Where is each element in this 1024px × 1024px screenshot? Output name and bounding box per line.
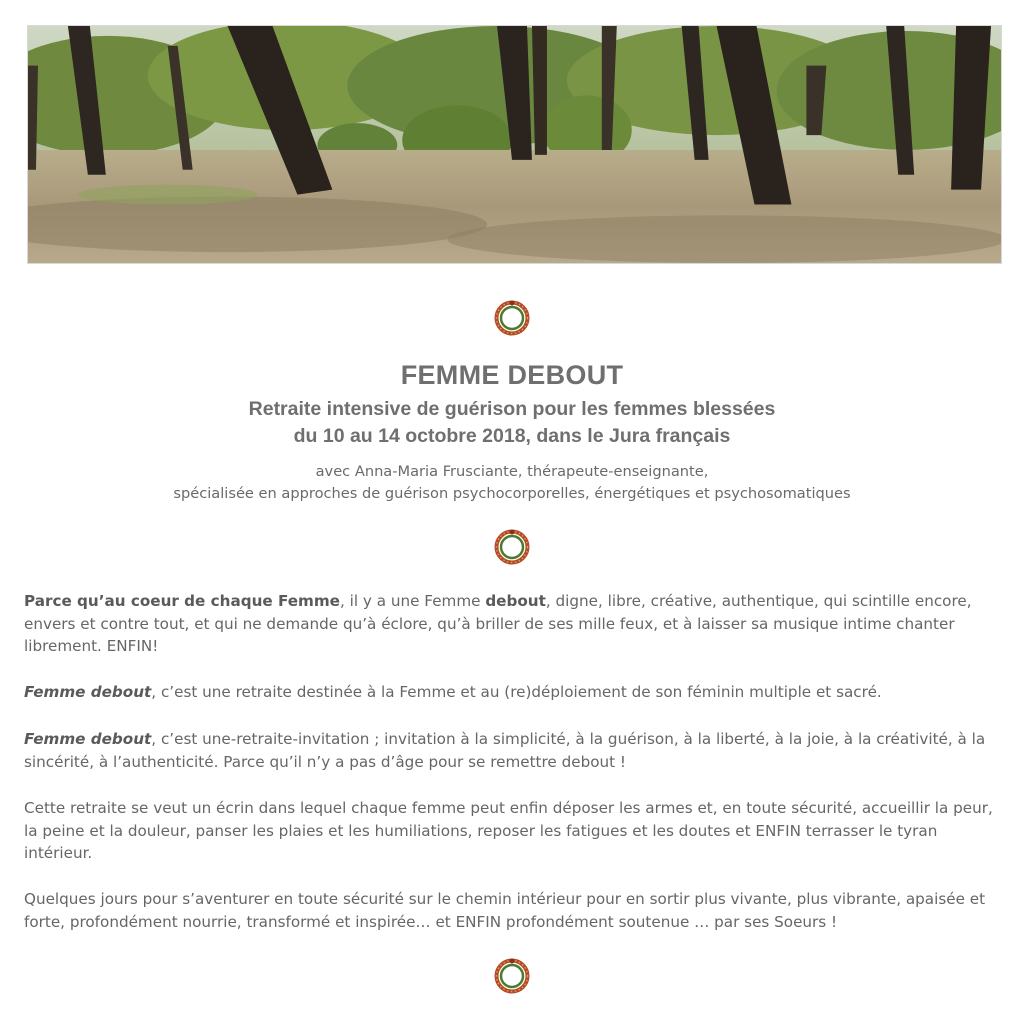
definition-bold: Femme debout: [24, 683, 152, 701]
paragraph-definition: [24, 681, 1004, 704]
invitation-bold: Femme debout: [24, 730, 152, 748]
intro-bold-debout: debout: [485, 592, 546, 610]
facilitator-line: avec Anna-Maria Frusciante, thérapeute-enseignante,: [315, 463, 709, 480]
intro-bold: Parce qu’au coeur de chaque Femme: [24, 592, 340, 610]
intro-text: , il y a une Femme: [340, 592, 486, 610]
paragraph-sanctuary: Cette retraite se veut un écrin dans lequel chaque femme peut enfin déposer les armes et, en toute sécurité, accueillir la peur, la peine et la douleur, panser les plaies et les humiliations, reposer les fatigues et les doutes et ENFIN terrasser le tyran intérieur.: [24, 799, 993, 862]
invitation-text: , c’est une-retraite-invitation ; invitation à la simplicité, à la guérison, à la liberté, à la joie, à la créativité, à la sincérité, à l’authenticité. Parce qu’il n’y a pas d’âge pour se remettre debout !: [24, 730, 986, 771]
page-title: FEMME DEBOUT: [400, 360, 624, 390]
paragraph-intro: [24, 590, 1004, 658]
definition-text: , c’est une retraite destinée à la Femme et au (re)déploiement de son féminin multiple et sacré.: [151, 683, 882, 701]
beaded-ring-icon: [493, 528, 531, 566]
subtitle-dates: du 10 au 14 octobre 2018, dans le Jura français: [293, 425, 731, 447]
paragraph-invitation: [24, 728, 1004, 773]
subtitle-retreat: Retraite intensive de guérison pour les femmes blessées: [248, 398, 776, 420]
paragraph-journey: Quelques jours pour s’aventurer en toute sécurité sur le chemin intérieur pour en sortir plus vivante, plus vibrante, apaisée et forte, profondément nourrie, transformé et inspirée… et ENFIN profondément soutenue … par ses Soeurs !: [24, 890, 986, 931]
beaded-ring-icon: [493, 957, 531, 995]
forest-banner-image: [27, 25, 1002, 264]
beaded-ring-icon: [493, 299, 531, 337]
specialization-line: spécialisée en approches de guérison psychocorporelles, énergétiques et psychosomatiques: [173, 485, 851, 502]
intro-text-rest: , digne, libre, créative, authentique, qui scintille encore, envers et contre tout, et qui ne demande qu’à éclore, qu’à briller de ses mille feux, et à laisser sa musique intime chanter librement. ENFIN!: [24, 592, 972, 655]
